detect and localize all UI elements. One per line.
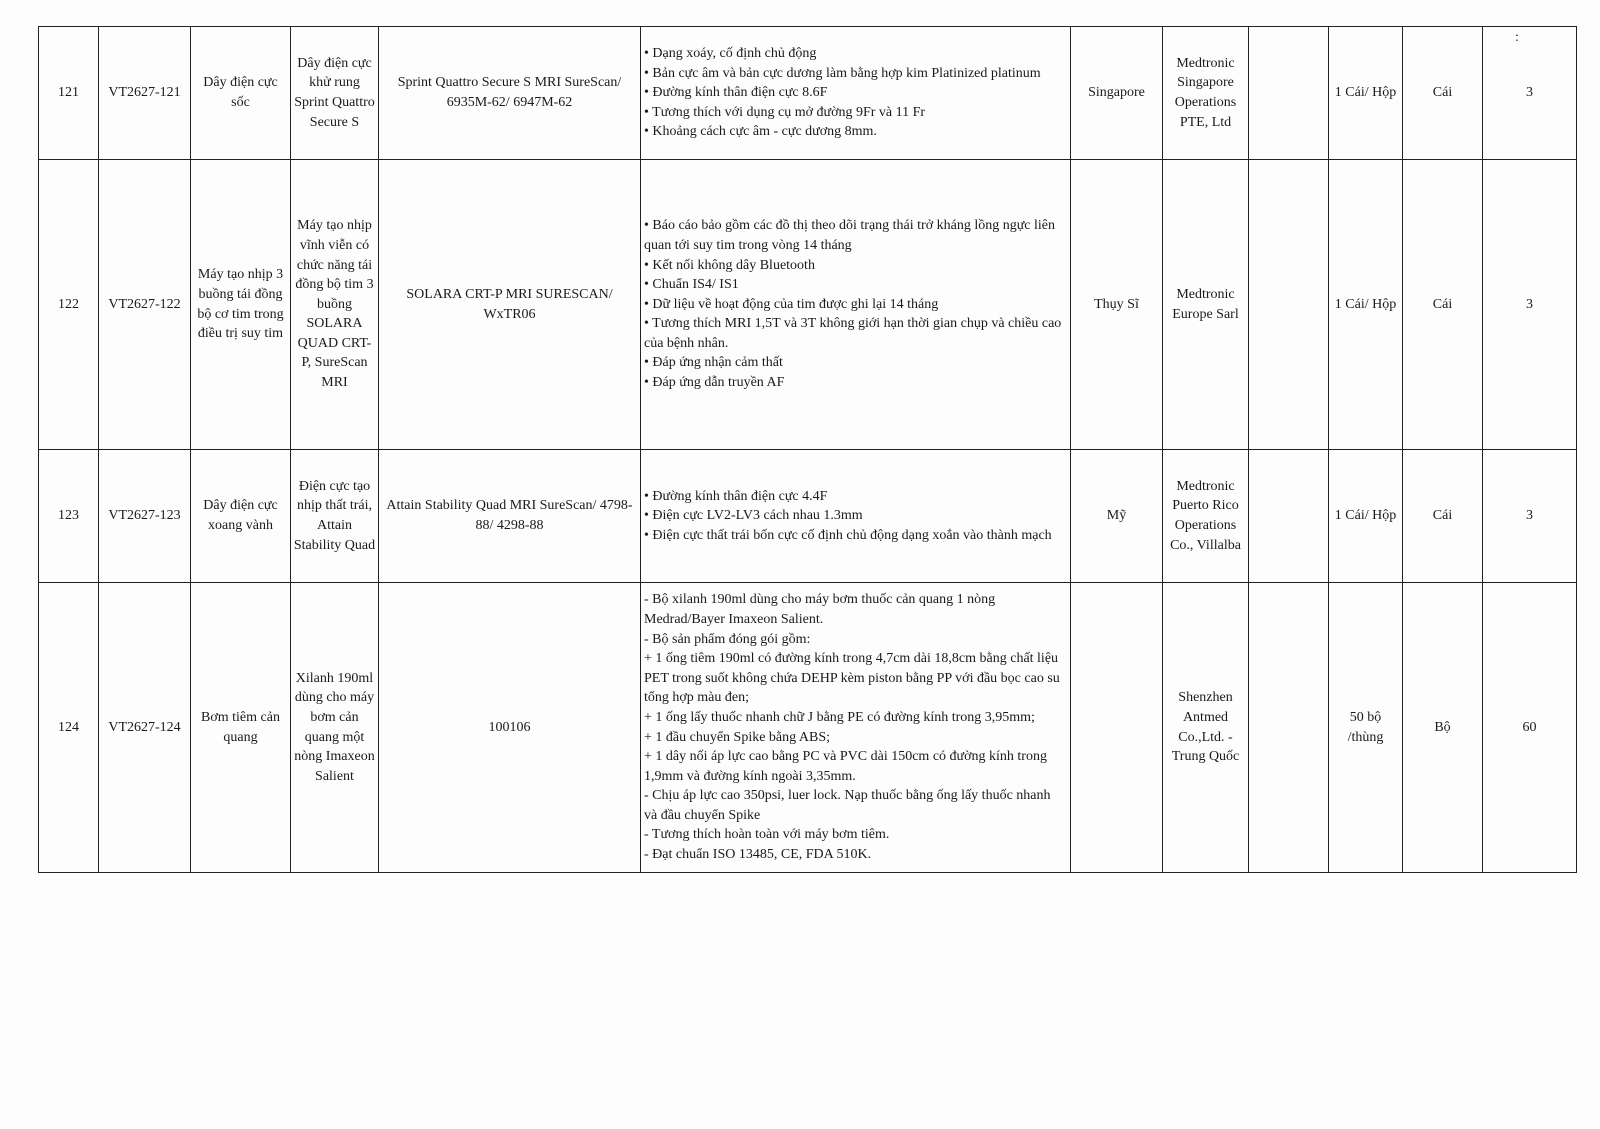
spec-line: • Dạng xoáy, cố định chủ động [644,46,817,62]
row-number-cell: 123 [39,450,99,583]
item-code-cell: VT2627-122 [99,160,191,450]
model-cell: Attain Stability Quad MRI SureScan/ 4798-88/ 4298-88 [379,450,641,583]
spec-line: • Khoảng cách cực âm - cực dương 8mm. [644,124,877,140]
product-name-cell: Dây điện cực khử rung Sprint Quattro Secure S [291,27,379,160]
quantity-cell: 3 [1483,160,1577,450]
group-name-cell: Dây điện cực xoang vành [191,450,291,583]
item-code-cell: VT2627-123 [99,450,191,583]
quantity-cell: 60 [1483,583,1577,873]
blank-cell [1249,27,1329,160]
group-name-cell: Máy tạo nhịp 3 buồng tái đồng bộ cơ tim trong điều trị suy tim [191,160,291,450]
spec-line: + 1 đầu chuyển Spike bằng ABS; [644,729,830,745]
item-code-cell: VT2627-121 [99,27,191,160]
specifications-cell [641,27,1071,160]
spec-line: • Điện cực LV2-LV3 cách nhau 1.3mm [644,508,863,524]
manufacturer-cell: Shenzhen Antmed Co.,Ltd. - Trung Quốc [1163,583,1249,873]
spec-line: • Đáp ứng nhận cảm thất [644,355,783,371]
origin-cell: Mỹ [1071,450,1163,583]
model-cell: 100106 [379,583,641,873]
spec-line: • Đường kính thân điện cực 4.4F [644,488,828,504]
blank-cell [1249,160,1329,450]
item-code-cell: VT2627-124 [99,583,191,873]
unit-cell: Cái [1403,450,1483,583]
spec-line: + 1 ống tiêm 190ml có đường kính trong 4,7cm dài 18,8cm bằng chất liệu PET trong suốt không chứa DEHP kèm piston bằng PP với đầu bọc cao su tổng hợp màu đen; [644,651,1060,706]
specifications-cell [641,160,1071,450]
packing-cell: 1 Cái/ Hộp [1329,27,1403,160]
spec-line: - Bộ sản phẩm đóng gói gồm: [644,631,811,647]
specifications-cell [641,583,1071,873]
spec-line: - Đạt chuẩn ISO 13485, CE, FDA 510K. [644,847,872,863]
row-number-cell: 121 [39,27,99,160]
spec-line: • Báo cáo bảo gồm các đồ thị theo dõi trạng thái trở kháng lồng ngực liên quan tới suy tim trong vòng 14 tháng [644,218,1056,253]
table-row [39,160,1577,450]
row-number-cell: 122 [39,160,99,450]
table-row [39,450,1577,583]
equipment-table [38,26,1577,873]
spec-line: • Chuẩn IS4/ IS1 [644,277,739,293]
packing-cell: 1 Cái/ Hộp [1329,160,1403,450]
model-cell: SOLARA CRT-P MRI SURESCAN/ WxTR06 [379,160,641,450]
spec-line: • Điện cực thất trái bốn cực cố định chủ động dạng xoắn vào thành mạch [644,527,1052,543]
product-name-cell: Điện cực tạo nhịp thất trái, Attain Stability Quad [291,450,379,583]
spec-line: - Bộ xilanh 190ml dùng cho máy bơm thuốc cản quang 1 nòng Medrad/Bayer Imaxeon Salient. [644,592,996,627]
quantity-cell: 3 [1483,450,1577,583]
manufacturer-cell: Medtronic Europe Sarl [1163,160,1249,450]
table-row [39,583,1577,873]
spec-line: - Chịu áp lực cao 350psi, luer lock. Nạp thuốc bằng ống lấy thuốc nhanh và đầu chuyển Spike [644,788,1051,823]
model-cell: Sprint Quattro Secure S MRI SureScan/ 6935M-62/ 6947M-62 [379,27,641,160]
group-name-cell: Dây điện cực sốc [191,27,291,160]
spec-line: • Dữ liệu về hoạt động của tim được ghi lại 14 tháng [644,296,939,312]
unit-cell: Bộ [1403,583,1483,873]
row-number-cell: 124 [39,583,99,873]
specifications-cell [641,450,1071,583]
spec-line: + 1 ống lấy thuốc nhanh chữ J bằng PE có đường kính trong 3,95mm; [644,709,1035,725]
blank-cell [1249,450,1329,583]
spec-line: • Đáp ứng dẫn truyền AF [644,375,785,391]
manufacturer-cell: Medtronic Puerto Rico Operations Co., Villalba [1163,450,1249,583]
spec-line: + 1 dây nối áp lực cao bằng PC và PVC dài 150cm có đường kính trong 1,9mm và đường kính ngoài 3,35mm. [644,749,1047,784]
unit-cell: Cái [1403,160,1483,450]
packing-cell: 1 Cái/ Hộp [1329,450,1403,583]
product-name-cell: Máy tạo nhịp vĩnh viễn có chức năng tái đồng bộ tim 3 buồng SOLARA QUAD CRT-P, SureScan MRI [291,160,379,450]
spec-line: • Đường kính thân điện cực 8.6F [644,85,828,101]
packing-cell: 50 bộ /thùng [1329,583,1403,873]
manufacturer-cell: Medtronic Singapore Operations PTE, Ltd [1163,27,1249,160]
group-name-cell: Bơm tiêm cản quang [191,583,291,873]
table-row [39,27,1577,160]
origin-cell [1071,583,1163,873]
origin-cell: Thụy Sĩ [1071,160,1163,450]
spec-line: - Tương thích hoàn toàn với máy bơm tiêm. [644,827,890,843]
product-name-cell: Xilanh 190ml dùng cho máy bơm cản quang một nòng Imaxeon Salient [291,583,379,873]
stray-mark: : [1515,30,1519,45]
unit-cell: Cái [1403,27,1483,160]
origin-cell: Singapore [1071,27,1163,160]
spec-line: • Tương thích MRI 1,5T và 3T không giới hạn thời gian chụp và chiều cao của bệnh nhân. [644,316,1062,351]
spec-line: • Kết nối không dây Bluetooth [644,257,815,273]
spec-line: • Tương thích với dụng cụ mở đường 9Fr và 11 Fr [644,104,926,120]
blank-cell [1249,583,1329,873]
spec-line: • Bản cực âm và bản cực dương làm bằng hợp kim Platinized platinum [644,65,1041,81]
quantity-cell: 3 [1483,27,1577,160]
